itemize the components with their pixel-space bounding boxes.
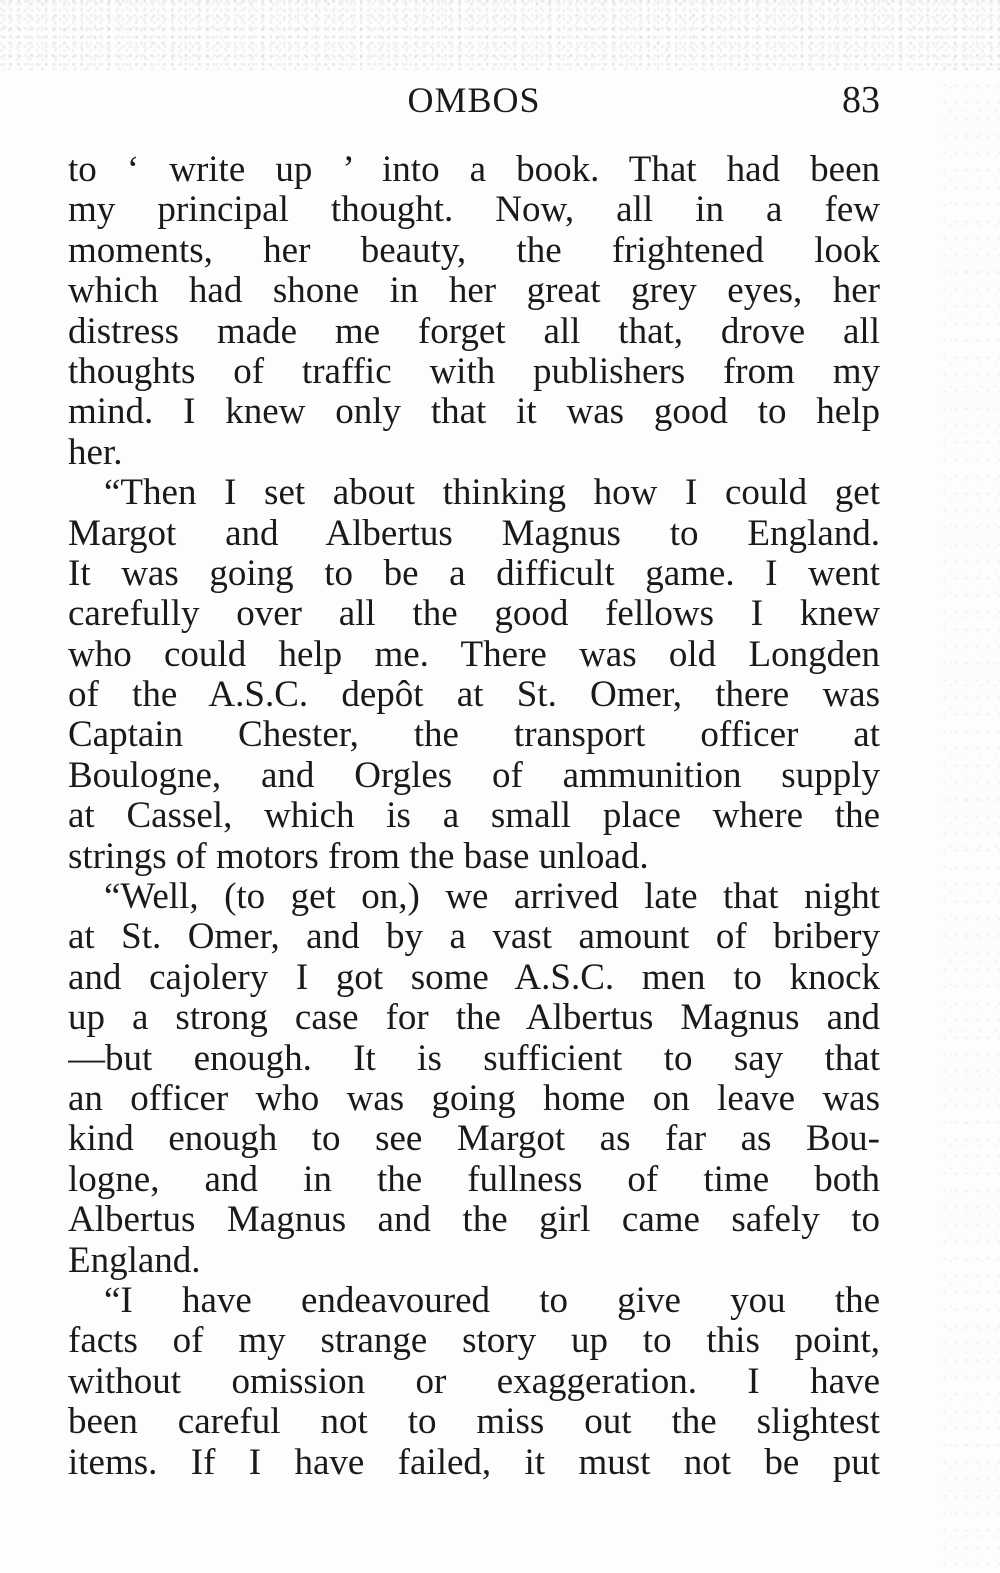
body-text [68,150,880,1483]
page-edge-speckle-top [0,0,1000,70]
text-line: carefully over all the good fellows I knew [68,594,880,635]
text-line: at St. Omer, and by a vast amount of bribery [68,917,880,958]
text-line: who could help me. There was old Longden [68,634,880,675]
text-line: been careful not to miss out the slightest [68,1402,880,1443]
text-line: without omission or exaggeration. I have [68,1361,880,1402]
text-line: which had shone in her great grey eyes, her [68,271,880,312]
text-line: Boulogne, and Orgles of ammunition supply [68,755,880,796]
text-line: and cajolery I got some A.S.C. men to knock [68,957,880,998]
text-line: mind. I knew only that it was good to help [68,392,880,433]
running-head [68,78,880,122]
text-line: “Well, (to get on,) we arrived late that night [104,877,880,918]
text-line: to ‘ write up ’ into a book. That had been [68,150,880,190]
text-line: —but enough. It is sufficient to say that [68,1038,880,1079]
text-line: at Cassel, which is a small place where the [68,796,880,837]
text-line: of the A.S.C. depôt at St. Omer, there was [68,675,880,716]
text-line: her. [68,432,123,473]
text-line: logne, and in the fullness of time both [68,1159,880,1200]
text-line: moments, her beauty, the frightened look [68,230,880,271]
text-line: Albertus Magnus and the girl came safely to [68,1200,880,1241]
text-line: thoughts of traffic with publishers from my [68,351,880,392]
text-line: an officer who was going home on leave was [68,1078,880,1119]
text-line: England. [68,1240,201,1281]
text-line: distress made me forget all that, drove all [68,311,880,352]
text-line: “Then I set about thinking how I could get [104,473,880,514]
text-line: up a strong case for the Albertus Magnus and [68,998,880,1039]
page-number: 83 [842,79,880,121]
text-line: facts of my strange story up to this point, [68,1321,880,1362]
text-line: “I have endeavoured to give you the [104,1280,880,1321]
running-title: OMBOS [407,80,541,120]
text-line: my principal thought. Now, all in a few [68,190,880,231]
text-line: items. If I have failed, it must not be put [68,1442,880,1483]
text-line: Captain Chester, the transport officer at [68,715,880,756]
text-line: Margot and Albertus Magnus to England. [68,513,880,554]
text-line: strings of motors from the base unload. [68,836,649,877]
text-line: kind enough to see Margot as far as Bou- [68,1119,880,1160]
text-line: It was going to be a difficult game. I went [68,553,880,594]
page-edge-speckle-right [940,60,1000,1573]
